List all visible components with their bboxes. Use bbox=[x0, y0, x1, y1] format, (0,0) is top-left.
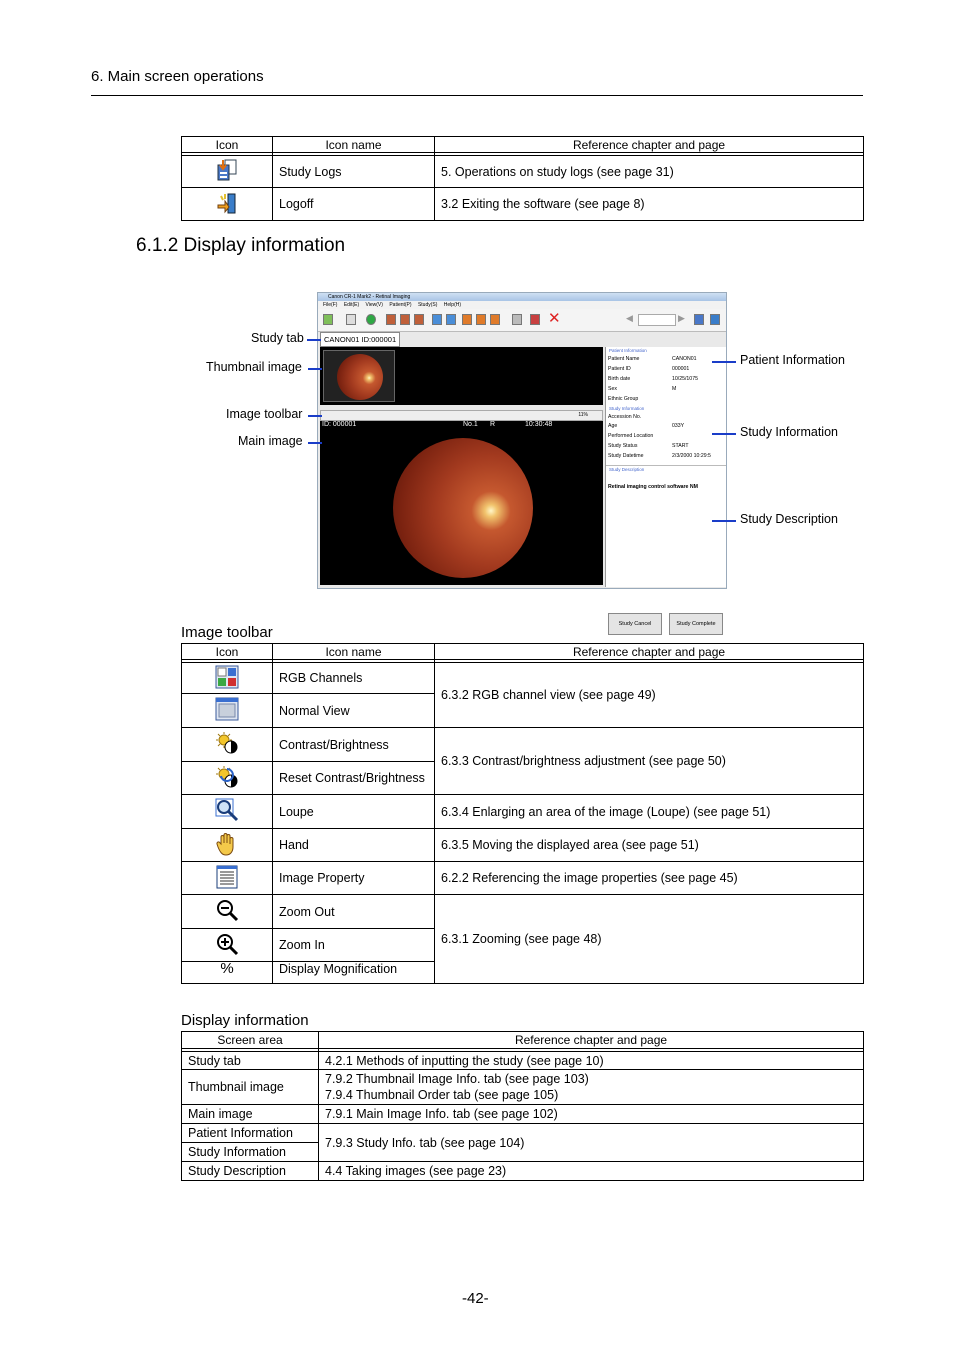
icon-name-cell: Display Mognification bbox=[273, 962, 435, 984]
table-row bbox=[182, 895, 864, 929]
icon-name-cell: Zoom Out bbox=[273, 895, 435, 929]
loupe-icon bbox=[215, 811, 239, 825]
info-key: Patient ID bbox=[608, 365, 631, 372]
callout-study-description: Study Description bbox=[740, 512, 838, 526]
icon-name-cell: Contrast/Brightness bbox=[273, 728, 435, 762]
menu-file[interactable]: File(F) bbox=[323, 302, 338, 308]
icon-name-cell: Logoff bbox=[273, 188, 435, 221]
toolbar-button[interactable] bbox=[462, 314, 472, 325]
display-info-heading: Display information bbox=[181, 1012, 309, 1029]
info-key: Accession No. bbox=[608, 413, 642, 420]
menu-study[interactable]: Study(S) bbox=[417, 302, 438, 308]
col-header-icon: Icon bbox=[182, 644, 273, 660]
reference-cell: 6.3.2 RGB channel view (see page 49) bbox=[435, 663, 864, 728]
toolbar-button[interactable] bbox=[446, 314, 456, 325]
info-value: M bbox=[672, 385, 677, 392]
image-toolbar-heading: Image toolbar bbox=[181, 624, 273, 641]
callout-study-tab: Study tab bbox=[251, 331, 304, 345]
screen-area-cell: Main image bbox=[182, 1105, 319, 1124]
info-key: Sex bbox=[608, 385, 617, 392]
window-title: Canon CR-1 Mark2 - Retinal Imaging bbox=[318, 293, 726, 301]
toolbar-button[interactable] bbox=[432, 314, 442, 325]
reset-contrast-brightness-icon bbox=[215, 778, 239, 792]
hand-icon bbox=[215, 845, 239, 859]
reference-cell: 6.3.5 Moving the displayed area (see page 51) bbox=[435, 829, 864, 862]
toolbar-button[interactable] bbox=[400, 314, 410, 325]
callout-leader bbox=[308, 368, 322, 370]
zoom-in-icon bbox=[215, 945, 239, 959]
info-value bbox=[672, 395, 726, 405]
table-row bbox=[182, 728, 864, 762]
info-value bbox=[672, 413, 726, 423]
table-row bbox=[182, 862, 864, 895]
info-key: Birth date bbox=[608, 375, 631, 382]
image-toolbar-table bbox=[181, 643, 864, 984]
table-row bbox=[182, 188, 864, 221]
rgb-channels-icon bbox=[215, 678, 239, 692]
close-icon[interactable]: ✕ bbox=[548, 310, 561, 327]
top-icon-table bbox=[181, 136, 864, 221]
table-row bbox=[182, 1162, 864, 1181]
reference-cell: 3.2 Exiting the software (see page 8) bbox=[435, 188, 864, 221]
icon-name-cell: Normal View bbox=[273, 694, 435, 728]
reference-line: 7.9.4 Thumbnail Order tab (see page 105) bbox=[325, 1088, 559, 1102]
reference-cell: 4.4 Taking images (see page 23) bbox=[319, 1162, 864, 1181]
menu-help[interactable]: Help(H) bbox=[443, 302, 462, 308]
reference-cell: 6.3.3 Contrast/brightness adjustment (see page 50) bbox=[435, 728, 864, 795]
study-info-caption: Study Information bbox=[609, 405, 645, 411]
menu-patient[interactable]: Patient(P) bbox=[389, 302, 412, 308]
print-icon[interactable] bbox=[512, 314, 522, 325]
reference-cell: 7.9.1 Main Image Info. tab (see page 102) bbox=[319, 1105, 864, 1124]
logoff-icon bbox=[215, 204, 239, 218]
normal-view-icon bbox=[215, 710, 239, 724]
thumbnail-image[interactable] bbox=[323, 350, 395, 402]
info-value: 10/25/1075 bbox=[672, 375, 698, 382]
reference-cell: 6.2.2 Referencing the image properties (see page 45) bbox=[435, 862, 864, 895]
reference-cell: 4.2.1 Methods of inputting the study (see page 10) bbox=[319, 1052, 864, 1070]
nav-prev-icon[interactable]: ◀ bbox=[626, 313, 633, 323]
app-toolbar bbox=[318, 309, 726, 332]
callout-leader bbox=[308, 415, 322, 417]
icon-name-cell: Study Logs bbox=[273, 156, 435, 188]
menu-view[interactable]: View(V) bbox=[365, 302, 383, 308]
reference-cell: 6.3.1 Zooming (see page 48) bbox=[435, 895, 864, 984]
display-info-table bbox=[181, 1031, 864, 1181]
toolbar-button[interactable] bbox=[414, 314, 424, 325]
table-row bbox=[182, 663, 864, 694]
main-image-eye: R bbox=[490, 421, 496, 428]
info-value: START bbox=[672, 443, 689, 450]
main-image-id: ID: 000001 bbox=[322, 421, 357, 428]
screen-area-cell: Patient Information bbox=[182, 1124, 319, 1143]
study-description-text: Retinal imaging control software NM bbox=[608, 484, 698, 491]
screen-area-cell: Study Description bbox=[182, 1162, 319, 1181]
app-screenshot-figure bbox=[317, 292, 727, 627]
image-toolbar-strip bbox=[320, 410, 603, 421]
info-key: Study Datetime bbox=[608, 453, 644, 460]
contrast-brightness-icon bbox=[215, 744, 239, 758]
icon-name-cell: Hand bbox=[273, 829, 435, 862]
zoom-out-icon bbox=[215, 911, 239, 925]
callout-thumbnail-image: Thumbnail image bbox=[206, 360, 302, 374]
reference-cell: 5. Operations on study logs (see page 31) bbox=[435, 156, 864, 188]
table-row bbox=[182, 1052, 864, 1070]
icon-name-cell: Reset Contrast/Brightness bbox=[273, 762, 435, 795]
menu-bar bbox=[318, 301, 726, 309]
reference-cell: 6.3.4 Enlarging an area of the image (Loupe) (see page 51) bbox=[435, 795, 864, 829]
table-row bbox=[182, 829, 864, 862]
reference-cell bbox=[319, 1070, 864, 1105]
callout-image-toolbar: Image toolbar bbox=[226, 407, 303, 421]
callout-leader bbox=[308, 442, 322, 444]
study-cancel-button[interactable]: Study Cancel bbox=[608, 613, 662, 635]
toolbar-button[interactable] bbox=[476, 314, 486, 325]
percent-icon: % bbox=[220, 960, 234, 977]
toolbar-button[interactable] bbox=[346, 314, 356, 325]
info-key: Study Status bbox=[608, 443, 638, 450]
patient-info-caption: Patient Information bbox=[609, 348, 647, 353]
toolbar-button[interactable] bbox=[386, 314, 396, 325]
icon-name-cell: Loupe bbox=[273, 795, 435, 829]
icon-name-cell: RGB Channels bbox=[273, 663, 435, 694]
study-complete-button[interactable]: Study Complete bbox=[669, 613, 723, 635]
table-row bbox=[182, 156, 864, 188]
info-value: 000001 bbox=[672, 365, 690, 372]
fundus-thumbnail bbox=[337, 354, 383, 400]
study-tab[interactable]: CANON01 ID:000001 bbox=[320, 332, 400, 347]
table-row bbox=[182, 1070, 864, 1105]
reference-cell: 7.9.3 Study Info. tab (see page 104) bbox=[319, 1124, 864, 1162]
info-key: Ethnic Group bbox=[608, 395, 639, 402]
reference-line: 7.9.2 Thumbnail Image Info. tab (see page 103) bbox=[325, 1072, 589, 1086]
info-value: CANON01 bbox=[672, 356, 697, 362]
col-header-reference: Reference chapter and page bbox=[435, 644, 864, 660]
callout-patient-information: Patient Information bbox=[740, 353, 845, 367]
callout-leader bbox=[712, 433, 736, 435]
page-number: -42- bbox=[462, 1290, 489, 1307]
table-row bbox=[182, 795, 864, 829]
info-panel bbox=[605, 347, 726, 627]
thumbnail-area bbox=[320, 347, 603, 405]
col-header-icon-name: Icon name bbox=[273, 644, 435, 660]
toolbar-button[interactable] bbox=[490, 314, 500, 325]
toolbar-button[interactable] bbox=[323, 314, 333, 325]
toolbar-button[interactable] bbox=[710, 314, 720, 325]
screen-area-cell: Thumbnail image bbox=[182, 1070, 319, 1105]
col-header-icon: Icon bbox=[182, 137, 273, 153]
main-image-no: No.1 bbox=[463, 421, 478, 428]
col-header-reference: Reference chapter and page bbox=[435, 137, 864, 153]
info-key: Performed Location bbox=[608, 433, 654, 440]
callout-main-image: Main image bbox=[238, 434, 303, 448]
menu-edit[interactable]: Edit(E) bbox=[343, 302, 360, 308]
icon-name-cell: Image Property bbox=[273, 862, 435, 895]
toolbar-button[interactable] bbox=[366, 314, 376, 325]
callout-leader bbox=[712, 520, 736, 522]
callout-leader bbox=[712, 361, 736, 363]
page-header: 6. Main screen operations bbox=[91, 68, 264, 85]
table-row bbox=[182, 1124, 864, 1143]
header-rule bbox=[91, 95, 863, 96]
toolbar-button[interactable] bbox=[530, 314, 540, 325]
toolbar-button[interactable] bbox=[694, 314, 704, 325]
callout-leader bbox=[307, 339, 321, 341]
info-key: Age bbox=[608, 423, 618, 430]
study-desc-caption: Study Description bbox=[606, 465, 726, 474]
nav-next-icon[interactable]: ▶ bbox=[678, 313, 685, 323]
info-key: Patient Name bbox=[608, 356, 640, 362]
main-image-time: 10:30:48 bbox=[525, 421, 553, 428]
callout-study-information: Study Information bbox=[740, 425, 838, 439]
section-title: 6.1.2 Display information bbox=[136, 235, 346, 256]
screen-area-cell: Study Information bbox=[182, 1143, 319, 1162]
info-value: 2/3/2000 10:29:5 bbox=[672, 453, 711, 460]
info-value: 033Y bbox=[672, 423, 685, 430]
icon-name-cell: Zoom In bbox=[273, 929, 435, 962]
col-header-screen-area: Screen area bbox=[182, 1032, 319, 1049]
nav-page-field[interactable] bbox=[638, 314, 676, 326]
main-image[interactable] bbox=[320, 421, 603, 585]
study-logs-icon bbox=[215, 171, 239, 185]
screen-area-cell: Study tab bbox=[182, 1052, 319, 1070]
col-header-reference: Reference chapter and page bbox=[319, 1032, 864, 1049]
fundus-main-image bbox=[393, 438, 533, 578]
col-header-icon-name: Icon name bbox=[273, 137, 435, 153]
image-property-icon bbox=[215, 878, 239, 892]
table-row bbox=[182, 1105, 864, 1124]
zoom-readout: 11% bbox=[578, 412, 588, 418]
